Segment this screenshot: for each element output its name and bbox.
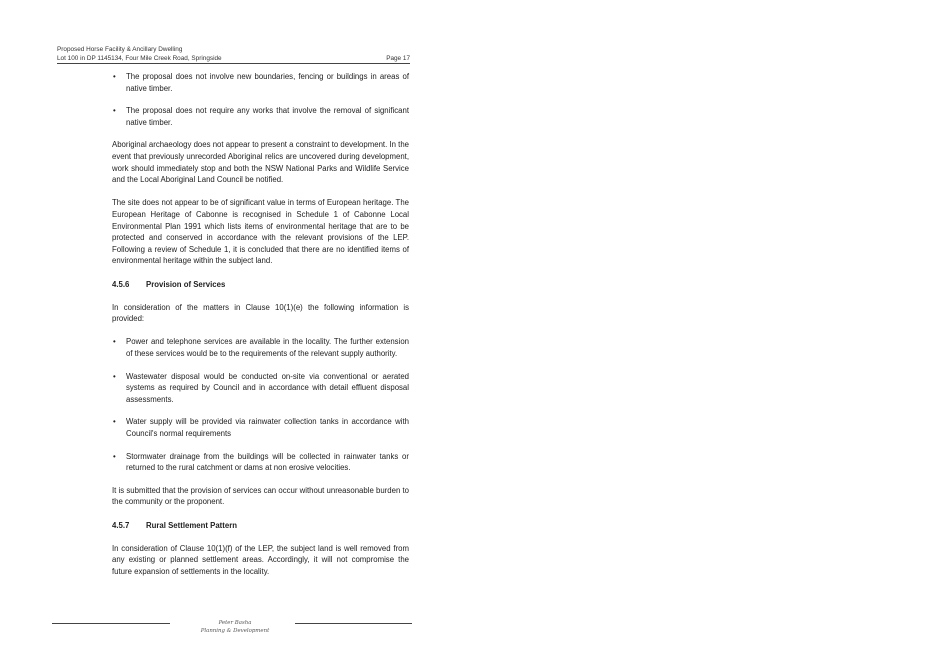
page-body [112, 71, 409, 589]
header-project-title: Proposed Horse Facility & Ancillary Dwelling [57, 46, 183, 53]
paragraph-aboriginal-archaeology: Aboriginal archaeology does not appear to present a constraint to development. In the event that previously unrecorded Aboriginal relics are uncovered during development, work should immediately stop and both the NSW National Parks and Wildlife Service and the Local Aboriginal Land Council be notified. [112, 140, 409, 185]
paragraph-rural-settlement: In consideration of Clause 10(1)(f) of the LEP, the subject land is well removed from any existing or planned settlement areas. Accordingly, it will not compromise the future expansion of settlements in the locality. [112, 543, 409, 576]
header-rule-row [57, 54, 410, 64]
footer-logo [190, 620, 280, 635]
section-number: 4.5.6 [112, 279, 130, 289]
section-heading-4-5-6 [112, 279, 409, 291]
footer-logo-name: Peter Basha [218, 620, 252, 626]
section-title: Rural Settlement Pattern [146, 520, 237, 530]
list-item: • Water supply will be provided via rainwater collection tanks in accordance with Council's normal requirements [112, 416, 409, 439]
list-item: • Power and telephone services are available in the locality. The further extension of these services would be to the requirements of the relevant supply authority. [112, 336, 409, 359]
footer-rule-left [52, 623, 170, 624]
list-item: • The proposal does not require any works that involve the removal of significant native timber. [112, 105, 409, 128]
footer-rule-right [295, 623, 412, 624]
header-lot-description: Lot 100 in DP 1145134, Four Mile Creek Road, Springside [57, 55, 222, 62]
list-item: • Wastewater disposal would be conducted on-site via conventional or aerated systems as required by Council and in accordance with detail effluent disposal assessments. [112, 371, 409, 406]
page-header [57, 45, 410, 64]
footer-logo-tagline: Planning & Development [200, 627, 270, 634]
list-item: • Stormwater drainage from the buildings will be collected in rainwater tanks or returned to the rural catchment or dams at non erosive velocities. [112, 451, 409, 474]
section-number: 4.5.7 [112, 520, 130, 530]
list-item: • The proposal does not involve new boundaries, fencing or buildings in areas of native timber. [112, 71, 409, 94]
section-title: Provision of Services [146, 279, 226, 289]
paragraph-services-intro: In consideration of the matters in Clause 10(1)(e) the following information is provided: [112, 302, 409, 324]
section-heading-4-5-7 [112, 520, 409, 532]
paragraph-european-heritage: The site does not appear to be of significant value in terms of European heritage. The European Heritage of Cabonne is recognised in Schedule 1 of Cabonne Local Environmental Plan 1991 which lists items of environmental heritage that are to be protected and conserved in accordance with the relevant provisions of the LEP. Following a review of Schedule 1, it is concluded that there are no identified items of environmental heritage within the subject land. [112, 198, 409, 266]
paragraph-services-conclusion: It is submitted that the provision of services can occur without unreasonable burden to the community or the proponent. [112, 485, 409, 507]
header-page-number: Page 17 [386, 55, 410, 62]
